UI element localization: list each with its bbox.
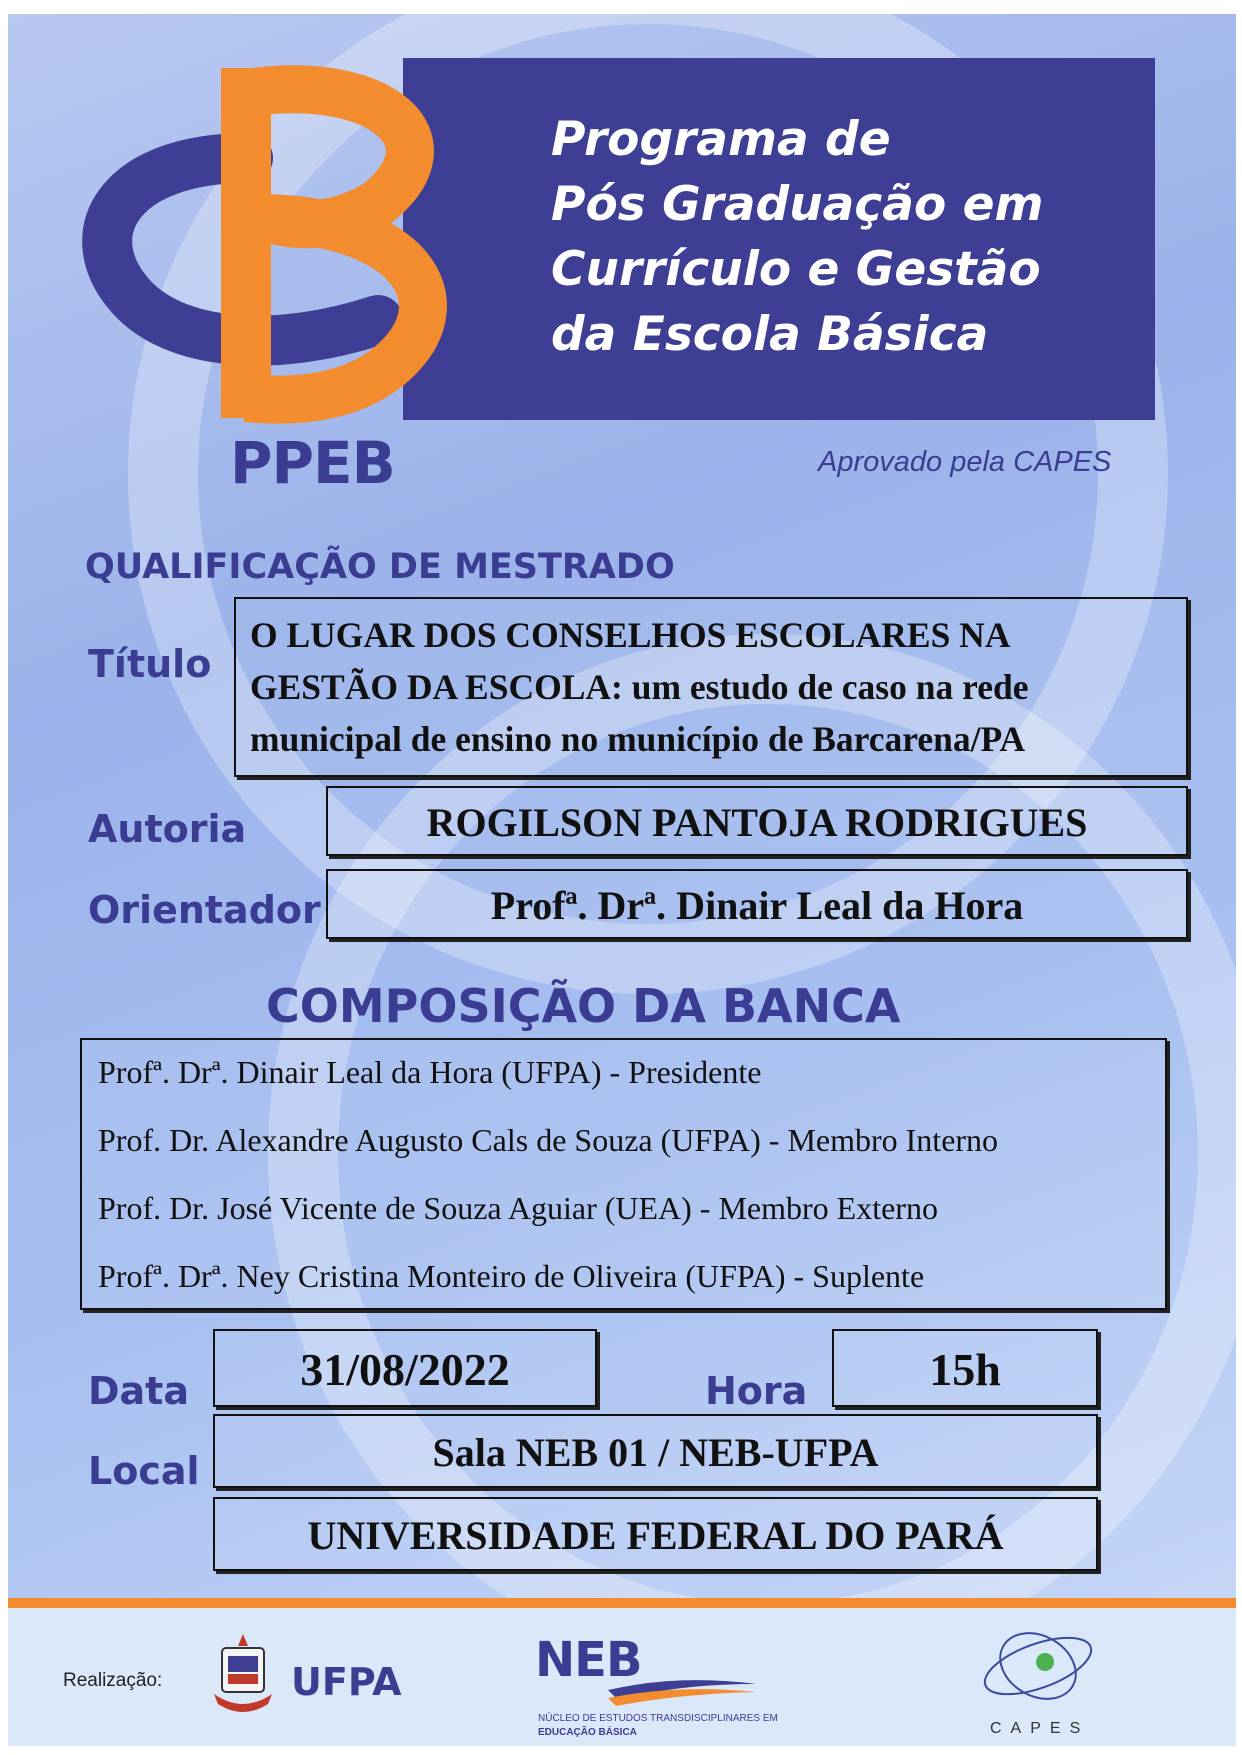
thesis-title: [250, 609, 1174, 765]
poster: [8, 14, 1236, 1604]
program-name-line: Programa de: [551, 112, 891, 167]
capes-name: CAPES: [990, 1720, 1090, 1737]
autoria-box: [326, 786, 1188, 856]
local-label: Local: [88, 1449, 200, 1493]
event-room: Sala NEB 01 / NEB-UFPA: [432, 1430, 879, 1475]
author-name: ROGILSON PANTOJA RODRIGUES: [426, 800, 1088, 845]
program-name-line: da Escola Básica: [551, 307, 989, 362]
program-name-line: Pós Graduação em: [551, 177, 1044, 232]
banca-member: Prof. Dr. Alexandre Augusto Cals de Souza (UFPA) - Membro Interno: [98, 1122, 999, 1158]
neb-swoosh-icon: [608, 1670, 758, 1710]
neb-subtitle: NÚCLEO DE ESTUDOS TRANSDISCIPLINARES EM: [538, 1713, 778, 1724]
ppeb-acronym: PPEB: [230, 429, 395, 497]
titulo-box: [234, 597, 1188, 777]
hora-label: Hora: [705, 1369, 808, 1413]
ufpa-coat-of-arms-icon: [208, 1632, 278, 1722]
realizacao-label: Realização:: [63, 1670, 163, 1691]
banca-box: [80, 1038, 1167, 1310]
neb-name: NEB: [535, 1632, 642, 1688]
footer: [8, 1608, 1236, 1746]
banca-member: Prof. Dr. José Vicente de Souza Aguiar (UEA) - Membro Externo: [98, 1190, 938, 1226]
banca-title: COMPOSIÇÃO DA BANCA: [266, 979, 901, 1033]
orientador-label: Orientador: [88, 888, 321, 932]
time-box: [832, 1329, 1098, 1407]
banca-member: Profª. Drª. Ney Cristina Monteiro de Oliveira (UFPA) - Suplente: [98, 1258, 925, 1294]
event-university: UNIVERSIDADE FEDERAL DO PARÁ: [307, 1513, 1004, 1558]
local-sala-box: [213, 1414, 1098, 1488]
thesis-title-line: O LUGAR DOS CONSELHOS ESCOLARES NA: [250, 615, 1011, 655]
ppeb-logo-icon: [78, 58, 488, 428]
local-universidade-box: [213, 1497, 1098, 1571]
ufpa-name: UFPA: [291, 1660, 402, 1704]
thesis-title-line: municipal de ensino no município de Barcarena/PA: [250, 719, 1026, 759]
thesis-title-line: GESTÃO DA ESCOLA: um estudo de caso na rede: [250, 667, 1029, 707]
program-name-line: Currículo e Gestão: [551, 242, 1041, 297]
data-label: Data: [88, 1369, 189, 1413]
event-date: 31/08/2022: [300, 1344, 510, 1395]
advisor-name: Profª. Drª. Dinair Leal da Hora: [490, 883, 1024, 928]
footer-divider: [8, 1598, 1236, 1608]
autoria-label: Autoria: [88, 807, 247, 851]
event-type: QUALIFICAÇÃO DE MESTRADO: [85, 547, 675, 587]
orientador-box: [326, 869, 1188, 939]
neb-subtitle: EDUCAÇÃO BÁSICA: [538, 1727, 637, 1738]
capes-orbit-icon: [973, 1618, 1103, 1708]
event-time: 15h: [929, 1344, 1001, 1395]
capes-approval-note: Aprovado pela CAPES: [818, 446, 1112, 478]
banca-member: Profª. Drª. Dinair Leal da Hora (UFPA) - Presidente: [98, 1054, 762, 1090]
titulo-label: Título: [88, 642, 212, 686]
date-box: [213, 1329, 597, 1407]
